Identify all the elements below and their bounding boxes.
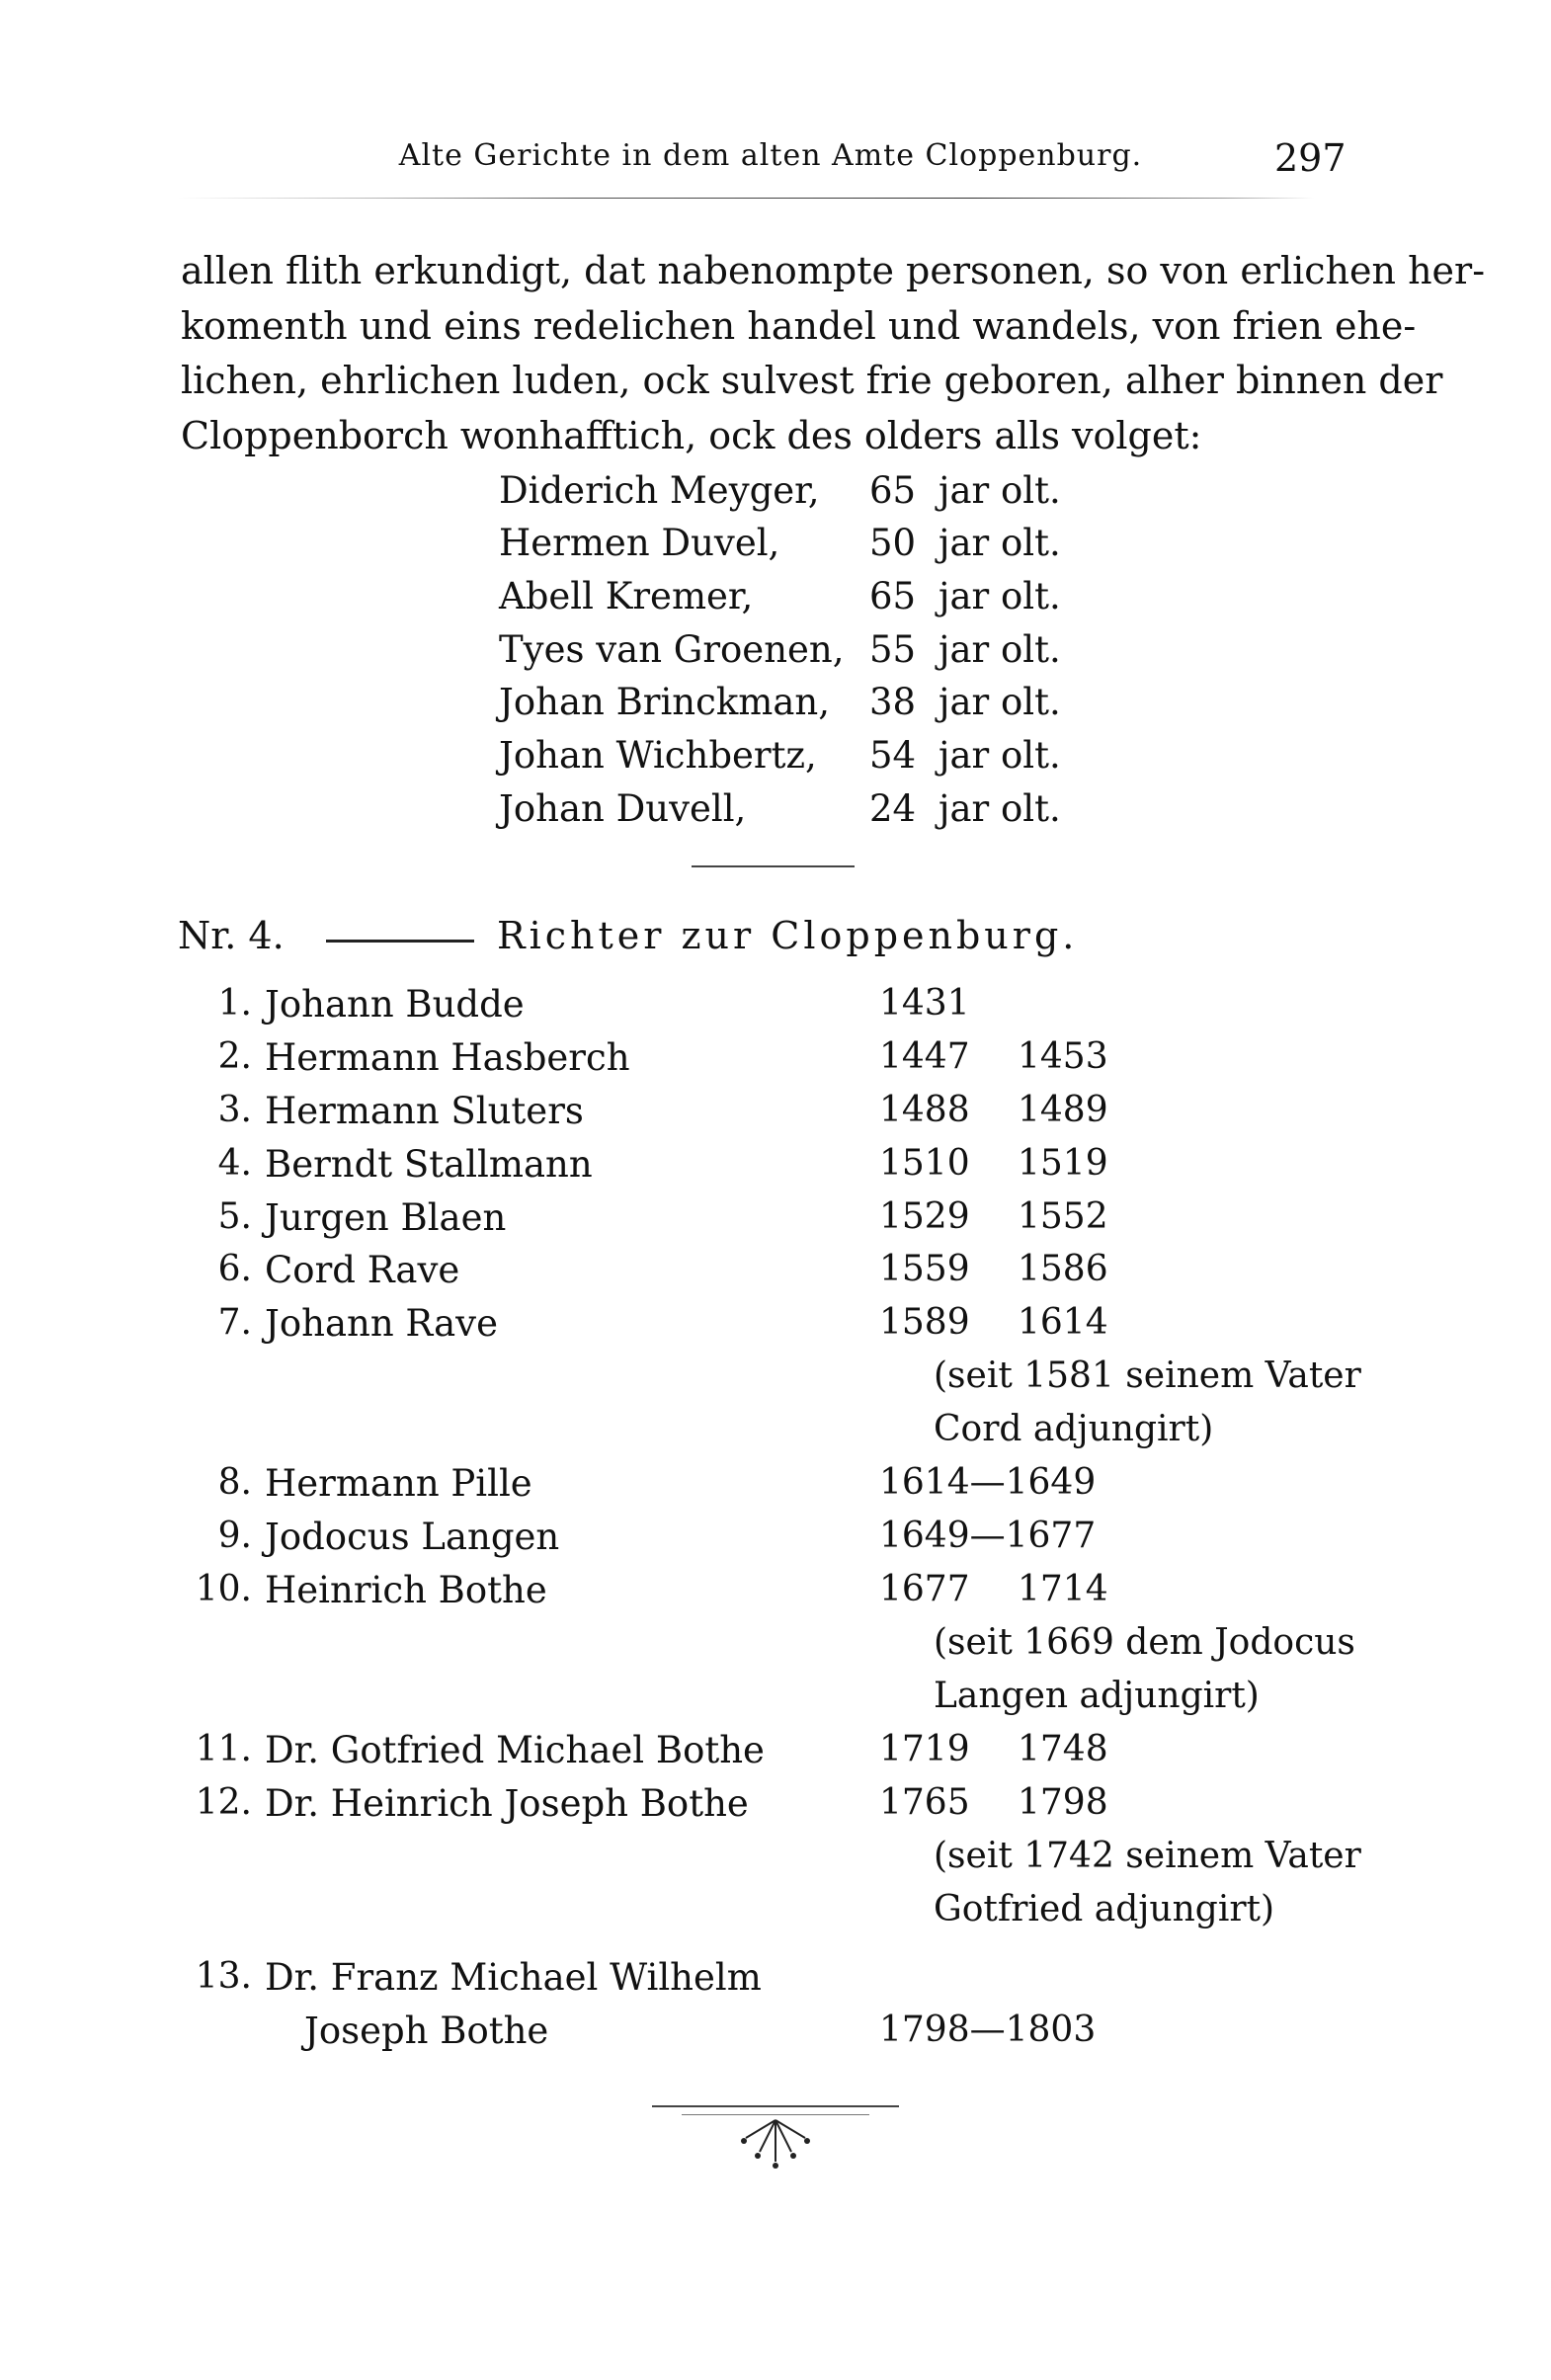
judge-name: Johann Budde bbox=[265, 983, 525, 1026]
judge-name: Heinrich Bothe bbox=[265, 1569, 547, 1611]
section-number: Nr. 4. bbox=[178, 914, 285, 957]
judge-year-span: 1649—1677 bbox=[879, 1516, 1097, 1556]
judge-name: Jodocus Langen bbox=[265, 1516, 560, 1558]
judge-name: Berndt Stallmann bbox=[265, 1143, 593, 1186]
header-rule bbox=[178, 198, 1314, 199]
judge-number: 8. bbox=[217, 1462, 252, 1503]
paragraph-line: Cloppenborch wonhafftich, ock des olders alls volget: bbox=[181, 414, 1202, 457]
judge-name: Hermann Pille bbox=[265, 1462, 532, 1505]
witness-age: 38 bbox=[869, 681, 917, 723]
witness-age-unit: jar olt. bbox=[939, 575, 1061, 617]
judge-number: 3. bbox=[217, 1090, 252, 1130]
judge-number: 6. bbox=[217, 1249, 252, 1289]
judge-year-start: 1488 bbox=[879, 1090, 970, 1130]
judge-year-end: 1798 bbox=[1018, 1782, 1108, 1823]
witness-age: 54 bbox=[869, 734, 917, 777]
judge-year-span: 1798—1803 bbox=[879, 2010, 1097, 2050]
paragraph-line: allen flith erkundigt, dat nabenompte personen, so von erlichen her- bbox=[181, 249, 1486, 292]
judge-year-end: 1714 bbox=[1018, 1569, 1108, 1609]
section-title: Richter zur Cloppenburg. bbox=[497, 914, 1079, 957]
judge-year-end: 1453 bbox=[1018, 1036, 1108, 1077]
judge-note: Langen adjungirt) bbox=[934, 1676, 1260, 1716]
ornament-rule bbox=[652, 2105, 899, 2107]
judge-name: Dr. Heinrich Joseph Bothe bbox=[265, 1782, 749, 1825]
judge-note: (seit 1742 seinem Vater bbox=[934, 1836, 1361, 1876]
judge-year-end: 1552 bbox=[1018, 1196, 1108, 1237]
judge-year-start: 1431 bbox=[879, 983, 970, 1024]
judge-year-start: 1719 bbox=[879, 1729, 970, 1769]
witness-age-unit: jar olt. bbox=[939, 787, 1061, 830]
judge-name: Hermann Sluters bbox=[265, 1090, 584, 1132]
judge-note: Cord adjungirt) bbox=[934, 1409, 1214, 1449]
judge-year-span: 1614—1649 bbox=[879, 1462, 1097, 1503]
witness-age-unit: jar olt. bbox=[939, 681, 1061, 723]
witness-age: 50 bbox=[869, 522, 917, 564]
judge-number: 1. bbox=[217, 983, 252, 1024]
witness-name: Hermen Duvel, bbox=[499, 522, 780, 564]
judge-name-continued: Joseph Bothe bbox=[304, 2010, 549, 2052]
judge-number: 10. bbox=[195, 1569, 252, 1609]
section-dash bbox=[326, 940, 474, 943]
judge-name: Dr. Gotfried Michael Bothe bbox=[265, 1729, 765, 1771]
judge-note: (seit 1581 seinem Vater bbox=[934, 1355, 1361, 1396]
witness-age-unit: jar olt. bbox=[939, 734, 1061, 777]
witness-age-unit: jar olt. bbox=[939, 469, 1061, 512]
witness-age: 24 bbox=[869, 787, 917, 830]
ornament-rule bbox=[682, 2114, 869, 2115]
judge-year-end: 1489 bbox=[1018, 1090, 1108, 1130]
judge-name: Cord Rave bbox=[265, 1249, 460, 1291]
judge-note: (seit 1669 dem Jodocus bbox=[934, 1622, 1355, 1663]
judge-year-start: 1589 bbox=[879, 1302, 970, 1343]
judge-name: Jurgen Blaen bbox=[265, 1196, 507, 1239]
ornament-icon bbox=[736, 2116, 815, 2175]
witness-name: Diderich Meyger, bbox=[499, 469, 820, 512]
judge-year-start: 1765 bbox=[879, 1782, 970, 1823]
witness-name: Tyes van Groenen, bbox=[499, 628, 845, 671]
running-title: Alte Gerichte in dem alten Amte Cloppenburg. bbox=[398, 138, 1143, 173]
judge-year-start: 1677 bbox=[879, 1569, 970, 1609]
witness-name: Abell Kremer, bbox=[499, 575, 754, 617]
witness-name: Johan Wichbertz, bbox=[499, 734, 817, 777]
witness-name: Johan Brinckman, bbox=[499, 681, 831, 723]
witness-name: Johan Duvell, bbox=[499, 787, 747, 830]
judge-number: 13. bbox=[195, 1956, 252, 1997]
judge-name: Johann Rave bbox=[265, 1302, 498, 1345]
judge-number: 2. bbox=[217, 1036, 252, 1077]
judge-year-start: 1447 bbox=[879, 1036, 970, 1077]
judge-year-end: 1519 bbox=[1018, 1143, 1108, 1184]
judge-year-end: 1748 bbox=[1018, 1729, 1108, 1769]
judge-note: Gotfried adjungirt) bbox=[934, 1889, 1275, 1929]
judge-number: 9. bbox=[217, 1516, 252, 1556]
judge-number: 5. bbox=[217, 1196, 252, 1237]
judge-year-start: 1510 bbox=[879, 1143, 970, 1184]
witness-age: 55 bbox=[869, 628, 917, 671]
judge-name: Dr. Franz Michael Wilhelm bbox=[265, 1956, 762, 1999]
judge-year-end: 1586 bbox=[1018, 1249, 1108, 1289]
judge-name: Hermann Hasberch bbox=[265, 1036, 630, 1079]
judge-number: 7. bbox=[217, 1302, 252, 1343]
section-divider bbox=[692, 865, 855, 867]
witness-age: 65 bbox=[869, 469, 917, 512]
page-number: 297 bbox=[1274, 136, 1347, 180]
judge-year-start: 1559 bbox=[879, 1249, 970, 1289]
paragraph-line: lichen, ehrlichen luden, ock sulvest frie geboren, alher binnen der bbox=[181, 359, 1443, 402]
witness-age: 65 bbox=[869, 575, 917, 617]
judge-number: 4. bbox=[217, 1143, 252, 1184]
judge-number: 12. bbox=[195, 1782, 252, 1823]
judge-number: 11. bbox=[195, 1729, 252, 1769]
witness-age-unit: jar olt. bbox=[939, 628, 1061, 671]
judge-year-start: 1529 bbox=[879, 1196, 970, 1237]
witness-age-unit: jar olt. bbox=[939, 522, 1061, 564]
paragraph-line: komenth und eins redelichen handel und wandels, von frien ehe- bbox=[181, 304, 1417, 348]
judge-year-end: 1614 bbox=[1018, 1302, 1108, 1343]
